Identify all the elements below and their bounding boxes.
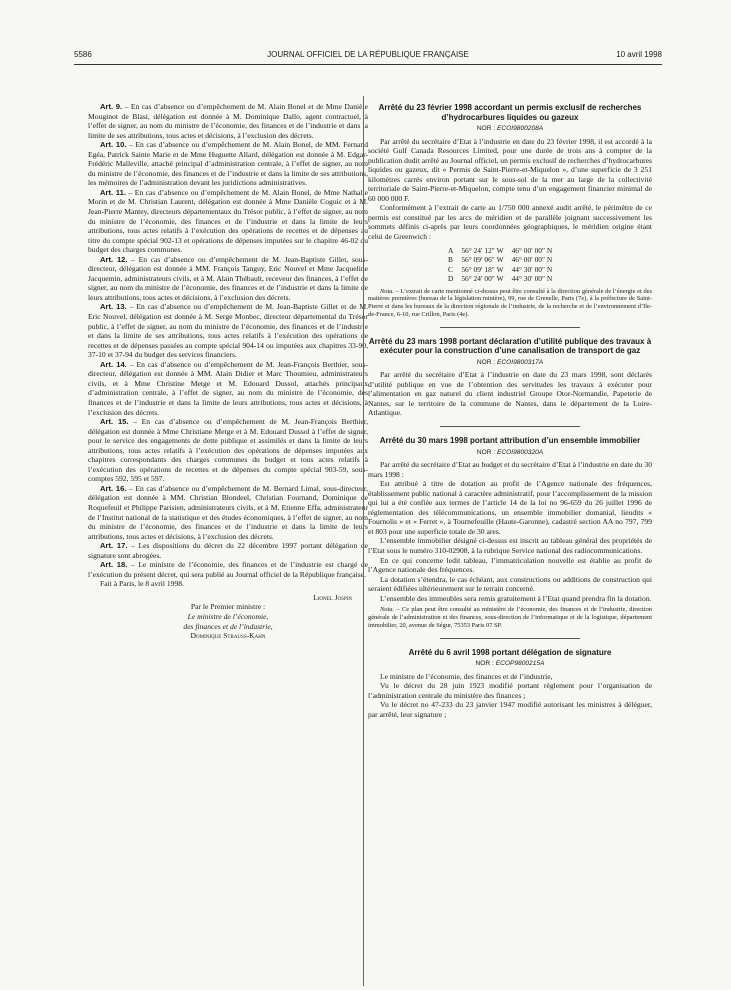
article-16: Art. 16. – En cas d’absence ou d’empêchement de M. Bernard Limal, sous-directeur, délégation est donnée à MM. Christian Blondeel, Christian Fournand, Dominique de Roquefeuil et Philippe Parisien, administrateurs civils, et à M. Etienne Effa, administrateur de l’Institut national de la statistique et des études économiques, à l’effet de signer, au nom du ministre de l’économie, des finances et de l’industrie et dans la limite de leurs attributions, tous actes et décisions, à l’exclusion des décrets.: [88, 483, 368, 541]
signatory-name: Lionel Jospin: [313, 592, 352, 602]
decree-paragraph: Le ministre de l’économie, des finances et de l’industrie,: [380, 671, 553, 681]
section-rule: [440, 638, 580, 639]
coordinates-table: [448, 246, 560, 284]
coordinate-row: D 56° 24′ 00″ W 44° 30′ 00″ N: [448, 274, 553, 284]
decree-note: Nota. – Ce plan peut être consulté au ministère de l’économie, des finances et de l’industrie, direction générale de l’administration et des finances, sous-direction de l’informatique et de la logistique, département immobilier, 20, avenue de Ségur, 75353 Paris 07 SP.: [368, 606, 652, 629]
nor-reference: NOR : ECOP9800215A: [475, 660, 545, 668]
header-rule: [74, 64, 662, 65]
decree-heading: Arrêté du 23 février 1998 accordant un permis exclusif de recherches d’hydrocarbures liquides ou gazeux: [378, 103, 642, 122]
decree-paragraph: L’ensemble immobilier désigné ci-dessus est inscrit au tableau général des propriétés de l’Etat sous le numéro 310-02908, à la rubrique Service national des radiocommunications.: [368, 536, 652, 555]
coordinate-row: C 56° 09′ 18″ W 44° 30′ 00″ N: [448, 264, 553, 274]
decree-heading: Arrêté du 6 avril 1998 portant délégation de signature: [408, 647, 612, 657]
right-column: [368, 103, 652, 719]
section-rule: [440, 426, 580, 427]
decree-paragraph: Est attribué à titre de dotation au profit de l’Agence nationale des fréquences, établissement public national à caractère administratif, pour l’accomplissement de la mission qui lui a été confiée aux termes de l’article 14 de la loi no 96-659 du 26 juillet 1996 de réglementation des télécommunications, un ensemble immobilier domanial, lieudits « Fournolis » et « Ferret », à Tournefeuille (Haute-Garonne), cadastré section AA no 797, 799 et 803 pour une superficie totale de 30 ares.: [368, 479, 652, 536]
article-17: Art. 17. – Les dispositions du décret du 22 décembre 1997 portant délégation de signature sont abrogées.: [88, 541, 369, 560]
decree-heading: Arrêté du 23 mars 1998 portant déclaration d’utilité publique des travaux à exécuter pour la construction d’une canalisation de transport de gaz: [368, 336, 652, 356]
column-divider: [363, 96, 364, 986]
article-11: Art. 11. – En cas d’absence ou d’empêchement de M. Alain Bonel, de Mme Nathalie Morin et de M. Christian Laurent, délégation est donnée à Mme Danièle Coguic et à M. Jean-Pierre Mantey, directeurs départementaux du Trésor public, à l’effet de signer, au nom du ministre de l’économie, des finances et de l’industrie et dans la limite de leurs attributions, tous actes relatifs à l’exécution des opérations de recettes et de dépenses au titre du compte spécial 902-13 et opérations de dépenses imputées sur le chapitre 46-02 du budget des charges communes.: [88, 187, 368, 255]
coordinate-row: A 56° 24′ 12″ W 46° 00′ 00″ N: [448, 245, 553, 255]
minister-title-line2: des finances et de l’industrie,: [183, 621, 273, 631]
section-rule: [440, 327, 580, 328]
issue-date: 10 avril 1998: [616, 50, 662, 59]
decree-note: Nota. – L’extrait de carte mentionné ci-dessus peut être consulté à la direction générale de l’énergie et des matières premières (bureau de la législation minière), 99, rue de Grenelle, Paris (7e), à la préfecture de Saint-Pierre et dans les bureaux de la direction régionale de l’industrie, de la recherche et de l’environnement d’Ile-de-France, 6-10, rue Crillon, Paris (4e).: [368, 287, 652, 318]
closing-line: Fait à Paris, le 8 avril 1998.: [100, 579, 184, 589]
decree-paragraph: La dotation s’étendra, le cas échéant, aux constructions ou additions de construction qui seraient édifiées ultérieurement sur le terrain concerné.: [368, 574, 652, 594]
nor-reference: NOR : ECOI9800320A: [476, 448, 544, 456]
article-9: Art. 9. – En cas d’absence ou d’empêchement de M. Alain Bonel et de Mme Danièle Mouginot de Blasi, délégation est donnée à M. Dominique Dallo, agent contractuel, à l’effet de signer, au nom du ministre de l’économie, des finances et de l’industrie et dans la limite de ses attributions, tous actes et décisions, à l’exclusion des décrets.: [88, 102, 368, 140]
article-14: Art. 14. – En cas d’absence ou d’empêchement de M. Jean-François Berthier, sous-directeur, délégation est donnée à MM. Alain Didier et Marc Thoumieu, administrateurs civils, et à Mme Christine Metge et M. Edouard Dussol, attachés principaux d’administration centrale, à l’effet de signer, au nom du ministre de l’économie, des finances et de l’industrie et dans la limite de leurs attributions, tous actes et décisions, à l’exclusion des décrets.: [88, 359, 369, 417]
left-column: [88, 102, 368, 641]
article-13: Art. 13. – En cas d’absence ou d’empêchement de M. Jean-Baptiste Gillet et de M. Eric Nouvel, délégation est donnée à M. Serge Monbec, directeur départemental du Trésor public, à l’effet de signer, au nom du ministre de l’économie, des finances et de l’industrie et dans la limite de ses attributions, tous actes relatifs à l’exécution des opérations de recettes et de dépenses passées au compte spécial 904-14 ou imputées aux chapitres 33-90, 37-10 et 37-94 du budget des services financiers.: [88, 302, 368, 360]
decree-paragraph: Vu le décret du 28 juin 1923 modifié portant règlement pour l’organisation de l’administration centrale du ministère des finances ;: [368, 681, 652, 700]
article-10: Art. 10. – En cas d’absence ou d’empêchement de M. Alain Bonel, de MM. Fernand Egéa, Patrick Sainte Marie et de Mme Huguette Allard, délégation est donnée à M. Edgar-Frédéric Malleville, attaché principal d’administration centrale, à l’effet de signer, au nom du ministre de l’économie, des finances et de l’industrie et dans la limite de ses attributions, les mémoires de l’administration devant les juridictions administratives.: [88, 140, 368, 188]
article-12: Art. 12. – En cas d’absence ou d’empêchement de M. Jean-Baptiste Gillet, sous-directeur, délégation est donnée à MM. François Tanguy, Eric Nouvel et Mme Jacqueline Jacquemin, administrateurs civils, et à M. Alain Thébault, receveur des finances, à l’effet de signer, au nom du ministre de l’économie, des finances et de l’industrie et dans la limite de leurs attributions, tous actes et décisions, à l’exclusion des décrets.: [88, 254, 368, 302]
by-prime-minister: Par le Premier ministre :: [190, 602, 266, 612]
page-number: 5586: [74, 50, 92, 59]
article-15: Art. 15. – En cas d’absence ou d’empêchement de M. Jean-François Berthier, délégation est donnée à Mme Christiane Metge et à M. Edouard Dussol à l’effet de signer, pour le service des engagements de dette publique et assimilés et dans la limite de leurs attributions, tous actes relatifs à l’exécution des opérations de dépenses imputées aux chapitres correspondants des charges communes du budget et tous actes relatifs à l’exécution des opérations de recettes et de dépenses du compte spécial 903-59, sous-comptes 592, 595 et 597.: [88, 417, 368, 484]
nor-reference: NOR : ECOI9800208A: [476, 125, 544, 132]
minister-name: Dominique Strauss-Kahn: [190, 631, 266, 641]
decree-paragraph: Vu le décret no 47-233 du 23 janvier 1947 modifié autorisant les ministres à déléguer, par arrêté, leur signature ;: [368, 700, 652, 719]
signature-block: [88, 593, 368, 641]
coordinate-row: B 56° 09′ 06″ W 46° 00′ 00″ N: [448, 255, 553, 265]
decree-paragraph: Conformément à l’extrait de carte au 1/750 000 annexé audit arrêté, le périmètre de ce permis est constitué par les arcs de méridien et de parallèle joignant successivement les sommets définis ci-après par leurs coordonnées géographiques, le méridien origine étant celui de Greenwich :: [368, 203, 652, 242]
journal-title: JOURNAL OFFICIEL DE LA RÉPUBLIQUE FRANÇAISE: [267, 50, 469, 59]
decree-paragraph: Par arrêté du secrétaire d’Etat au budget et du secrétaire d’Etat à l’industrie en date du 30 mars 1998 :: [368, 460, 652, 479]
decree-paragraph: En ce qui concerne ledit tableau, l’immatriculation nouvelle est établie au profit de l’Agence nationale des fréquences.: [368, 555, 652, 575]
minister-title-line1: Le ministre de l’économie,: [187, 611, 269, 621]
nor-reference: NOR : ECOI9800317A: [476, 358, 544, 366]
decree-paragraph: L’ensemble des immeubles sera remis gratuitement à l’Etat quand prendra fin la dotation.: [380, 593, 652, 603]
running-header: [74, 50, 662, 64]
article-18: Art. 18. – Le ministre de l’économie, des finances et de l’industrie est chargé de l’exécution du présent décret, qui sera publié au Journal officiel de la République française.: [88, 560, 369, 579]
decree-paragraph: Par arrêté du secrétaire d’Etat à l’industrie en date du 23 février 1998, il est accordé à la société Gulf Canada Resources Limited, pour une durée de trois ans à compter de la publication dudit arrêté au Journal officiel, un permis exclusif de recherches d’hydrocarbures liquides ou gazeux, dit « Permis de Saint-Pierre-et-Miquelon », d’une superficie de 3 251 kilomètres carrés environ portant sur le sous-sol de la mer au large de la collectivité territoriale de Saint-Pierre-et-Miquelon, compte tenu d’un engagement financier minimal de 60 000 000 F.: [368, 136, 652, 203]
decree-paragraph: Par arrêté du secrétaire d’Etat à l’industrie en date du 23 mars 1998, sont déclarés d’utilité publique en vue de l’obtention des servitudes les travaux à exécuter pour l’alimentation en gaz naturel du client industriel Groupe Otor-Normandie, Papeterie de Nantes, sur le territoire de la commune de Nantes, dans le département de la Loire-Atlantique.: [368, 370, 652, 418]
decree-heading: Arrêté du 30 mars 1998 portant attribution d’un ensemble immobilier: [379, 436, 641, 446]
